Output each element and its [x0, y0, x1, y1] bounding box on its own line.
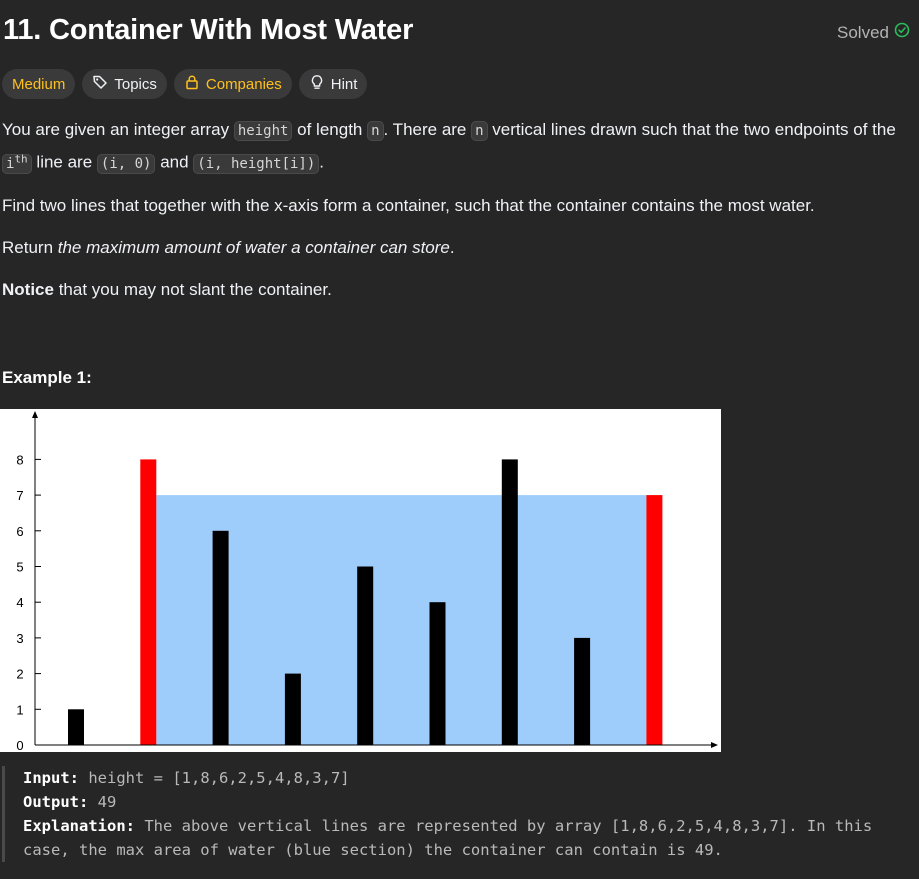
chart-svg — [0, 409, 721, 752]
lightbulb-icon — [309, 74, 325, 94]
description-paragraph-1 — [2, 116, 902, 178]
chart-bar — [502, 459, 518, 745]
text-segment: . — [319, 152, 325, 172]
inline-code — [2, 154, 32, 174]
text-segment: You are given an integer array — [2, 120, 234, 139]
tag-bar — [2, 69, 367, 99]
solved-status — [837, 22, 910, 43]
text-segment: Return — [2, 237, 58, 257]
description-paragraph-2: Find two lines that together with the x-axis form a container, such that the container contains the most water. — [2, 195, 815, 215]
chart-bar — [285, 674, 301, 745]
chart-bar — [213, 531, 229, 745]
inline-code: height — [234, 121, 293, 141]
inline-code: (i, 0) — [97, 154, 156, 174]
text-segment: of length — [292, 120, 368, 139]
chart-bar-highlight — [646, 495, 662, 745]
text-segment: . There are — [383, 120, 472, 139]
chart-bar — [574, 638, 590, 745]
output-line — [23, 790, 907, 814]
check-circle-icon — [894, 22, 910, 43]
inline-code: (i, height[i]) — [193, 154, 319, 174]
text-segment: and — [155, 152, 194, 172]
example-chart — [0, 409, 721, 752]
companies-button[interactable] — [174, 69, 292, 99]
y-tick-label: 6 — [16, 523, 24, 539]
difficulty-badge — [2, 69, 75, 99]
hint-button[interactable] — [299, 69, 368, 99]
inline-code: n — [471, 121, 487, 141]
chart-bar-highlight — [140, 459, 156, 745]
problem-description — [2, 116, 902, 318]
explanation-label: Explanation: — [23, 817, 135, 835]
text-segment: . — [449, 237, 455, 257]
explanation-line — [23, 814, 907, 862]
y-tick-label: 3 — [16, 630, 24, 646]
topics-button[interactable] — [82, 69, 167, 99]
y-tick-label: 8 — [16, 452, 24, 468]
topics-label: Topics — [114, 75, 157, 93]
chart-bar — [430, 602, 446, 745]
description-paragraph-3 — [2, 234, 902, 262]
text-segment: vertical lines drawn such that the two endpoints of the — [487, 120, 896, 139]
problem-title: 11. Container With Most Water — [3, 14, 414, 46]
y-tick-label: 5 — [16, 559, 24, 575]
x-axis-arrow — [711, 742, 718, 748]
text-segment: that you may not slant the container. — [53, 279, 332, 299]
y-tick-label: 2 — [16, 666, 24, 682]
y-tick-label: 1 — [16, 702, 24, 718]
difficulty-label: Medium — [12, 75, 66, 93]
solved-label: Solved — [837, 22, 889, 42]
input-value: height = [1,8,6,2,5,4,8,3,7] — [79, 769, 350, 787]
y-tick-label: 4 — [16, 595, 24, 611]
emphasis-text: the maximum amount of water a container can store — [57, 237, 450, 257]
output-label: Output: — [23, 793, 89, 811]
notice-strong: Notice — [2, 279, 54, 299]
water-area — [156, 495, 646, 745]
hint-label: Hint — [330, 75, 358, 93]
example-block — [2, 766, 907, 862]
chart-bar — [68, 709, 84, 745]
example-title: Example 1: — [2, 368, 92, 387]
output-value: 49 — [88, 793, 117, 811]
tag-icon — [92, 74, 108, 94]
explanation-value: The above vertical lines are represented by array [1,8,6,2,5,4,8,3,7]. In this case, the max area of water (blue section) the container can contain is 49. — [23, 817, 882, 859]
code-text: i — [6, 155, 15, 172]
superscript: th — [14, 152, 28, 165]
chart-bar — [357, 567, 373, 746]
input-label: Input: — [23, 769, 79, 787]
input-line — [23, 766, 907, 790]
description-paragraph-4 — [2, 276, 902, 304]
inline-code: n — [367, 121, 383, 141]
lock-icon — [184, 74, 200, 94]
companies-label: Companies — [205, 75, 282, 93]
y-tick-label: 7 — [16, 488, 24, 504]
y-tick-label: 0 — [16, 738, 24, 752]
text-segment: line are — [31, 152, 97, 172]
y-axis-arrow — [32, 411, 38, 418]
